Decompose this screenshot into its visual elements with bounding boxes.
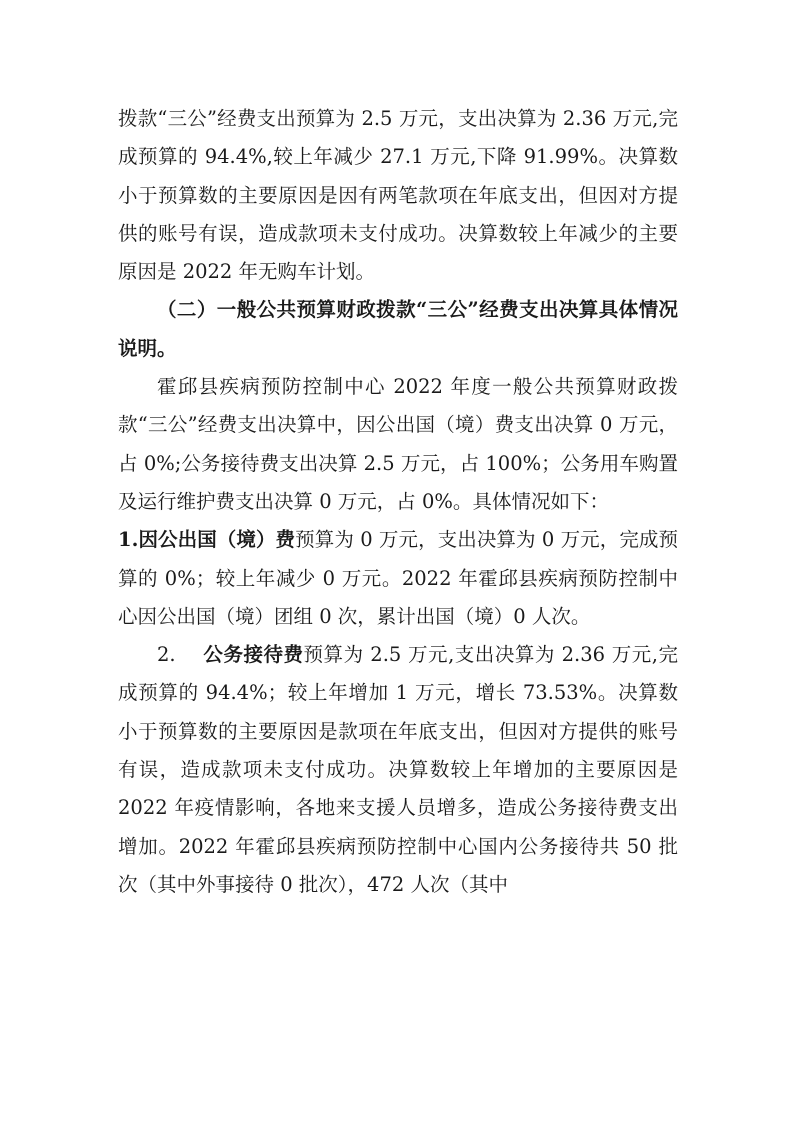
item-overseas-travel-text: 预算为 0 万元，支出决算为 0 万元，完成预算的 0%；较上年减少 0 万元。2022 年霍邱县疾病预防控制中心因公出国（境）团组 0 次，累计出国（境）0 人次。 [118, 528, 679, 628]
item-official-reception [118, 636, 678, 904]
item-overseas-travel-label: 1.因公出国（境）费 [118, 528, 296, 552]
paragraph-overview: 霍邱县疾病预防控制中心 2022 年度一般公共预算财政拨款“三公”经费支出决算中，因公出国（境）费支出决算 0 万元，占 0%;公务接待费支出决算 2.5 万元，占 100%；公务用车购置及运行维护费支出决算 0 万元，占 0%。具体情况如下： [118, 375, 678, 513]
item-official-reception-label: 公务接待费 [202, 643, 304, 667]
document-body [118, 100, 678, 904]
paragraph-summary: 拨款“三公”经费支出预算为 2.5 万元，支出决算为 2.36 万元,完成预算的 94.4%,较上年减少 27.1 万元,下降 91.99%。决算数小于预算数的主要原因是因有两笔款项在年底支出，但因对方提供的账号有误，造成款项未支付成功。决算数较上年减少的主要原因是 2022 年无购车计划。 [118, 107, 678, 284]
item-overseas-travel [118, 521, 678, 636]
section-heading: （二）一般公共预算财政拨款“三公”经费支出决算具体情况说明。 [118, 298, 678, 360]
item-official-reception-text: 预算为 2.5 万元,支出决算为 2.36 万元,完成预算的 94.4%；较上年增加 1 万元，增长 73.53%。决算数小于预算数的主要原因是款项在年底支出，但因对方提供的账号有误，造成款项未支付成功。决算数较上年增加的主要原因是 2022 年疫情影响，各地来支援人员增多，造成公务接待费支出增加。2022 年霍邱县疾病预防控制中心国内公务接待共 50 批次（其中外事接待 0 批次），472 人次（其中 [118, 643, 678, 896]
item-official-reception-number: 2. [157, 643, 176, 667]
